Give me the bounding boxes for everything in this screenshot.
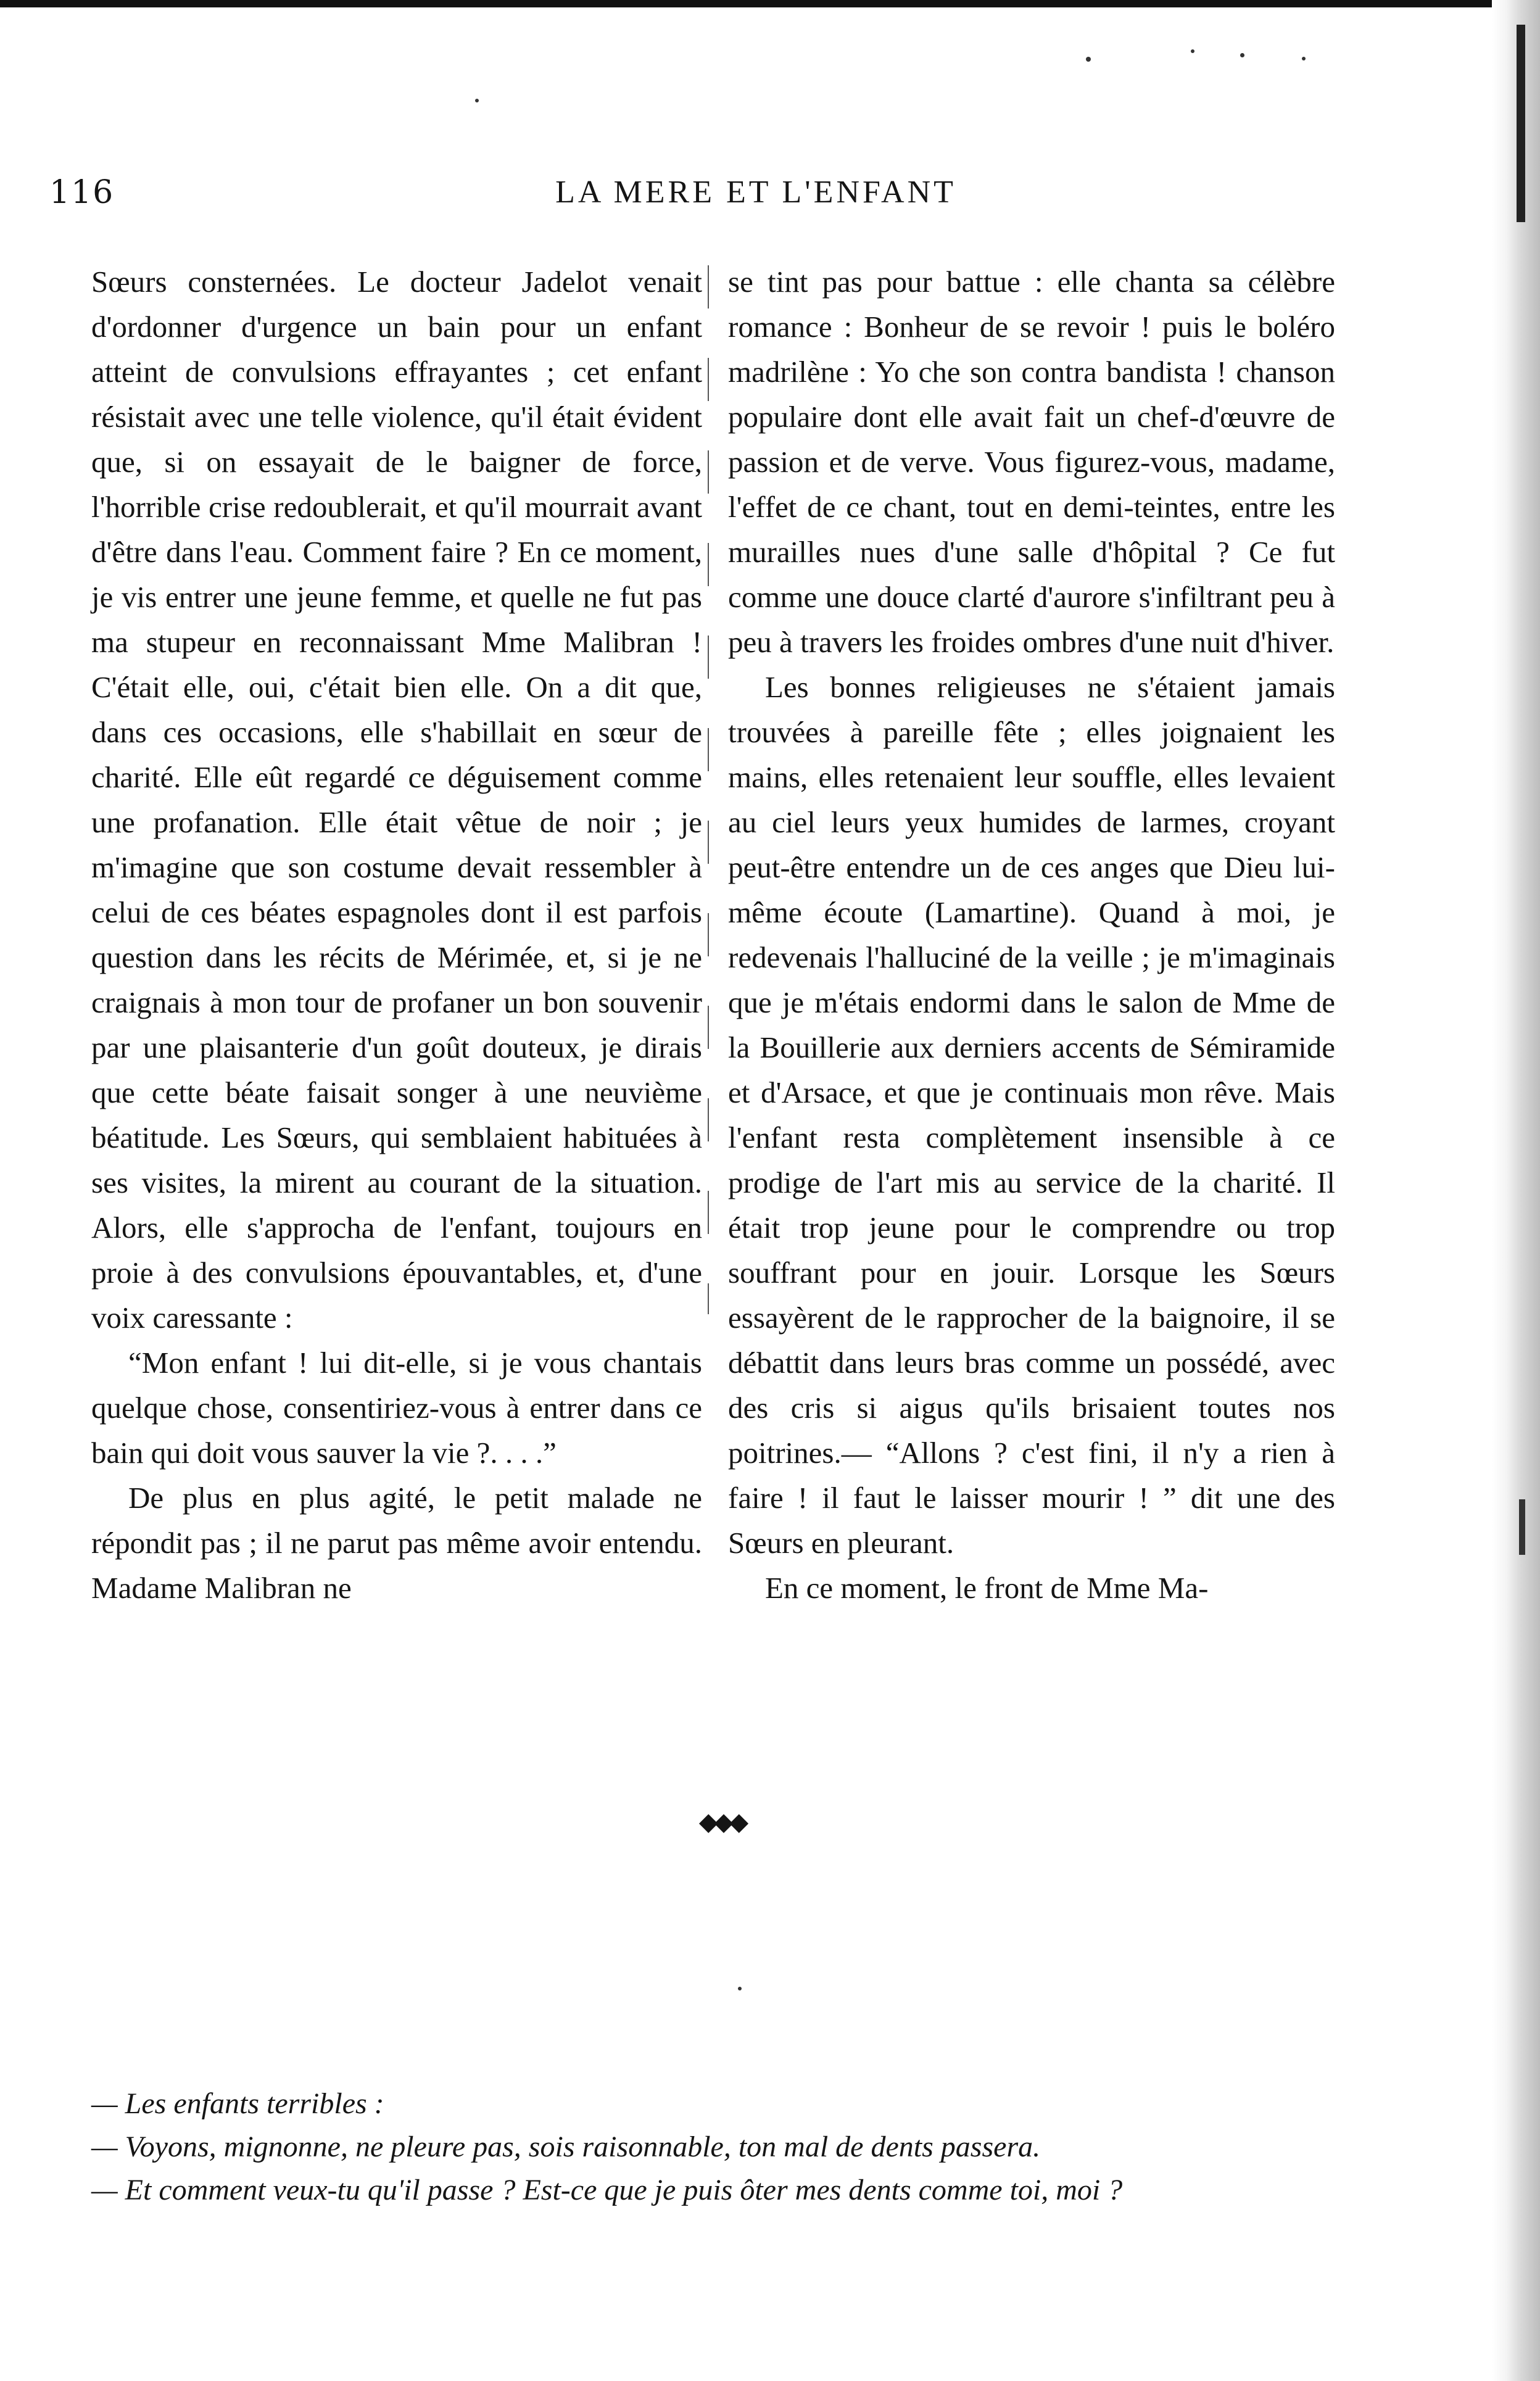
scan-speck [475, 99, 479, 102]
scan-speck [1086, 57, 1091, 62]
paragraph: Sœurs consternées. Le docteur Jadelot venait d'ordonner d'urgence un bain pour un enfant atteint de convulsions effrayantes ; cet enfant résistait avec une telle violence, qu'il était évident que, si on essayait de le baigner de force, l'horrible crise redoublerait, et qu'il mourrait avant d'être dans l'eau. Comment faire ? En ce moment, je vis entrer une jeune femme, et quelle ne fut pas ma stupeur en reconnaissant Mme Malibran ! C'était elle, oui, c'était bien elle. On a dit que, dans ces occasions, elle s'habillait en sœur de charité. Elle eût regardé ce déguisement comme une profanation. Elle était vêtue de noir ; je m'imagine que son costume devait ressembler à celui de ces béates espagnoles dont il est parfois question dans les récits de Mérimée, et, si je ne craignais à mon tour de profaner un bon souvenir par une plaisanterie d'un goût douteux, je dirais que cette béate faisait songer à une neuvième béatitude. Les Sœurs, qui semblaient habituées à ses visites, la mirent au courant de la situation. Alors, elle s'approcha de l'enfant, toujours en proie à des convulsions épouvantables, et, d'une voix caressante : [91, 265, 702, 1335]
paragraph: Les bonnes religieuses ne s'étaient jamais trouvées à pareille fête ; elles joignaient les mains, elles retenaient leur souffle, elles levaient au ciel leurs yeux humides de larmes, croyant peut-être entendre un de ces anges que Dieu lui-même écoute (Lamartine). Quand à moi, je redevenais l'halluciné de la veille ; je m'imaginais que je m'étais endormi dans le salon de Mme de la Bouillerie aux derniers accents de Sémiramide et d'Arsace, et que je continuais mon rêve. Mais l'enfant resta complètement insensible à ce prodige de l'art mis au service de la charité. Il était trop jeune pour le comprendre ou trop souffrant pour en jouir. Lorsque les Sœurs essayèrent de le rapprocher de la baignoire, il se débattit dans leurs bras comme un possédé, avec des cris si aigus qu'ils brisaient toutes nos poitrines.— “Allons ? c'est fini, il n'y a rien à faire ! il faut le laisser mourir ! ” dit une des Sœurs en pleurant. [728, 670, 1335, 1560]
scan-speck [1191, 49, 1194, 53]
caption-line: — Et comment veux-tu qu'il passe ? Est-ce que je puis ôter mes dents comme toi, moi ? [91, 2174, 1123, 2206]
right-column [728, 259, 1335, 1610]
cartoon-caption [91, 2082, 1344, 2212]
scan-speck [1240, 53, 1244, 57]
top-scan-rule [0, 0, 1493, 7]
caption-line: — Les enfants terribles : [91, 2087, 384, 2120]
left-column [91, 259, 702, 1610]
paragraph: se tint pas pour battue : elle chanta sa célèbre romance : Bonheur de se revoir ! puis le boléro madrilène : Yo che son contra bandista ! chanson populaire dont elle avait fait un chef-d'œuvre de passion et de verve. Vous figurez-vous, madame, l'effet de ce chant, tout en demi-teintes, entre les murailles nues d'une salle d'hôpital ? Ce fut comme une douce clarté d'aurore s'infiltrant peu à peu à travers les froides ombres d'une nuit d'hiver. [728, 265, 1335, 659]
page-edge-shadow [1492, 0, 1540, 2381]
page-number: 116 [49, 174, 115, 211]
scan-speck [1302, 57, 1306, 60]
caption-line: — Voyons, mignonne, ne pleure pas, sois raisonnable, ton mal de dents passera. [91, 2130, 1041, 2163]
paragraph: De plus en plus agité, le petit malade ne répondit pas ; il ne parut pas même avoir entendu. Madame Malibran ne [91, 1481, 702, 1605]
section-ornament: ◆◆◆ [698, 1808, 745, 1836]
paragraph: En ce moment, le front de Mme Ma- [765, 1571, 1209, 1605]
binding-mark [1519, 1499, 1525, 1555]
column-divider [708, 265, 709, 1314]
scan-speck [738, 1987, 742, 1990]
paragraph: “Mon enfant ! lui dit-elle, si je vous chantais quelque chose, consentiriez-vous à entrer dans ce bain qui doit vous sauver la vie ?. . . .” [91, 1346, 702, 1470]
running-title: LA MERE ET L'ENFANT [555, 175, 956, 210]
running-head [49, 174, 1462, 223]
binding-mark [1517, 25, 1525, 222]
